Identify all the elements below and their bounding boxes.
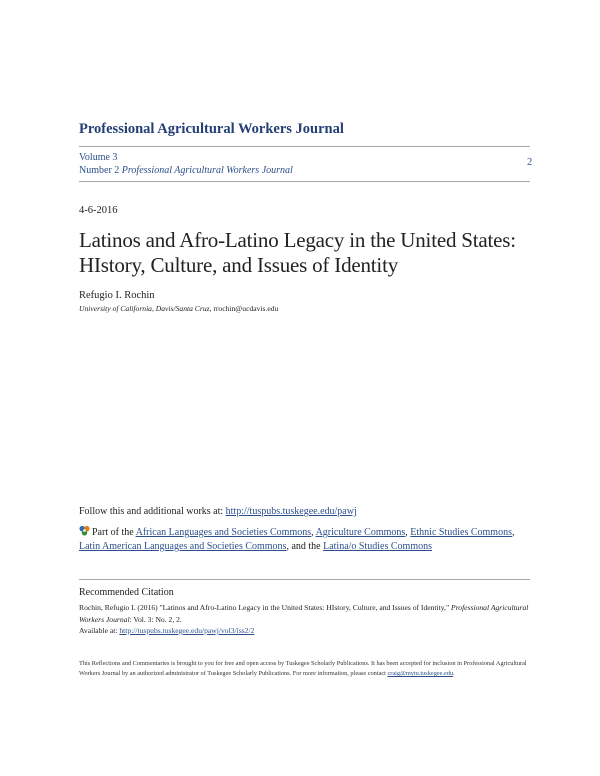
number-prefix[interactable]: Number 2 (79, 165, 122, 176)
issue-number[interactable]: 2 (527, 157, 533, 168)
follow-url-link[interactable]: http://tuspubs.tuskegee.edu/pawj (225, 506, 357, 517)
number-journal-link[interactable]: Professional Agricultural Workers Journal (121, 165, 293, 176)
contact-email-link[interactable]: craig@mytu.tuskegee.edu (387, 670, 454, 677)
journal-title[interactable]: Professional Agricultural Workers Journal (79, 121, 344, 137)
commons-separator: , (511, 527, 515, 538)
number-line[interactable] (79, 165, 293, 176)
disclaimer (79, 659, 534, 679)
affiliation-email: , rrochin@ucdavis.edu (209, 304, 279, 313)
commons-link-agriculture[interactable]: Agriculture Commons (315, 527, 406, 538)
commons-network-icon (79, 525, 90, 536)
commons-link-latina-o-studies[interactable]: Latina/o Studies Commons (323, 541, 432, 552)
commons-link-ethnic-studies[interactable]: Ethnic Studies Commons (410, 527, 512, 538)
affiliation-institution: University of California, Davis/Santa Cruz (79, 304, 210, 313)
follow-line (79, 506, 357, 517)
header-rule-bottom (79, 181, 530, 182)
commons-list (79, 525, 534, 554)
commons-prefix: Part of the (92, 527, 136, 538)
disclaimer-text: This Reflections and Commentaries is brought to you for free and open access by Tuskegee Scholarly Publications. It has been accepted for inclusion in Professional Agricultural Workers Journal by an authorized administrator of Tuskegee Scholarly Publications. For more information, please contact (79, 660, 527, 677)
commons-separator: , and the (286, 541, 324, 552)
citation-journal: Professional Agricultural Workers Journal (79, 603, 529, 624)
header-rule-top (79, 146, 530, 147)
citation-volume-info: : Vol. 3: No. 2, 2. (129, 614, 182, 624)
author-name[interactable]: Refugio I. Rochin (79, 290, 155, 301)
available-url-link[interactable]: http://tuspubs.tuskegee.edu/pawj/vol3/iss2/2 (119, 626, 255, 635)
article-title: Latinos and Afro-Latino Legacy in the United States: HIstory, Culture, and Issues of Identity (79, 228, 516, 277)
recommended-citation-heading: Recommended Citation (79, 587, 174, 598)
commons-link-african-languages[interactable]: African Languages and Societies Commons (135, 527, 312, 538)
citation-body: Rochin, Refugio I. (2016) "Latinos and Afro-Latino Legacy in the United States: HIstory, Culture, and Issues of Identity," (79, 603, 451, 612)
available-prefix: Available at: (79, 626, 120, 635)
commons-separator: , (405, 527, 411, 538)
commons-separator: , (311, 527, 316, 538)
citation-text (79, 602, 534, 637)
publication-date: 4-6-2016 (79, 205, 118, 216)
follow-prefix: Follow this and additional works at: (79, 506, 226, 517)
commons-link-latin-american-languages[interactable]: Latin American Languages and Societies Commons (79, 541, 287, 552)
citation-rule (79, 579, 530, 580)
volume-link[interactable]: Volume 3 (79, 152, 118, 163)
author-affiliation (79, 304, 278, 313)
disclaimer-end: . (453, 670, 455, 677)
